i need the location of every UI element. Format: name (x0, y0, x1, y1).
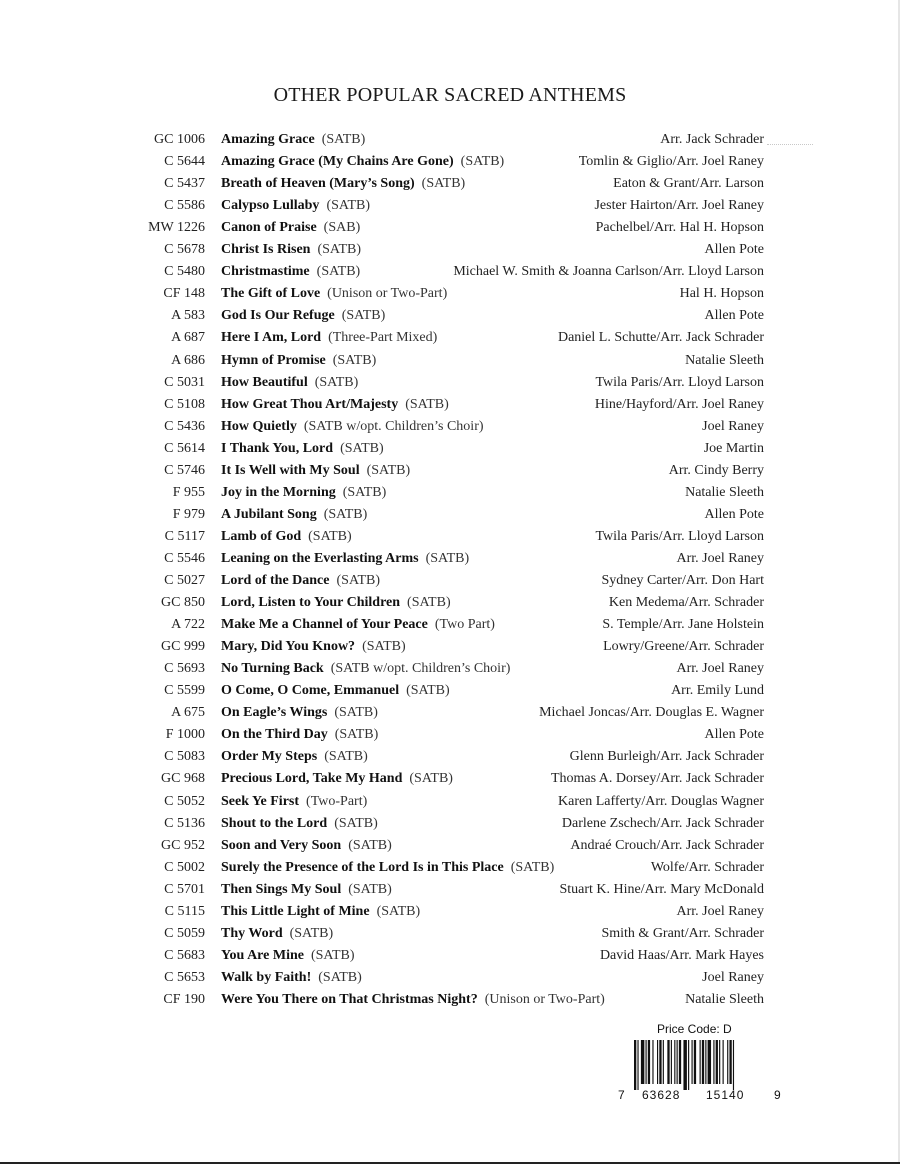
anthem-voicing: (SATB w/opt. Children’s Choir) (330, 661, 511, 677)
anthem-row (0, 901, 900, 923)
barcode-bar (663, 1040, 664, 1084)
anthem-title-group (221, 195, 370, 217)
anthem-row (0, 791, 900, 813)
anthem-title-group (221, 372, 358, 394)
anthem-title-group (221, 548, 469, 570)
anthem-title: Amazing Grace (My Chains Are Gone) (221, 154, 454, 170)
anthem-voicing: (Two-Part) (306, 793, 368, 809)
catalog-code: C 5644 (164, 154, 205, 170)
catalog-code: CF 190 (163, 991, 205, 1007)
catalog-code: GC 999 (161, 639, 205, 655)
barcode-bar (713, 1040, 714, 1084)
composer-arranger: Arr. Cindy Berry (668, 462, 764, 478)
anthem-voicing: (SATB) (321, 132, 366, 147)
composer-arranger: Natalie Sleeth (685, 484, 764, 500)
catalog-code: GC 968 (161, 771, 205, 787)
anthem-row (0, 460, 900, 482)
anthem-voicing: (SATB) (340, 440, 384, 456)
barcode-bars (634, 1040, 770, 1090)
anthem-title: Precious Lord, Take My Hand (221, 771, 403, 787)
anthem-title-group (221, 746, 368, 768)
catalog-code: C 5136 (164, 815, 205, 831)
anthem-title-group (221, 724, 378, 746)
barcode-bar (637, 1040, 638, 1090)
anthem-voicing: (SATB) (314, 374, 359, 390)
barcode-bar (679, 1040, 681, 1084)
anthem-voicing: (SATB) (316, 264, 361, 280)
anthem-title: On the Third Day (221, 727, 328, 743)
anthem-voicing: (SATB) (308, 528, 352, 544)
anthem-title: Christ Is Risen (221, 242, 311, 258)
composer-arranger: Eaton & Grant/Arr. Larson (613, 176, 764, 192)
composer-arranger: Pachelbel/Arr. Hal H. Hopson (595, 220, 764, 236)
anthem-title: Canon of Praise (221, 220, 317, 236)
composer-arranger: Arr. Joel Raney (676, 661, 764, 677)
anthem-voicing: (SATB) (334, 815, 378, 831)
anthem-row (0, 394, 900, 416)
anthem-voicing: (SATB) (326, 198, 370, 214)
anthem-title: You Are Mine (221, 947, 304, 963)
catalog-code: C 5115 (164, 903, 205, 919)
anthem-title-group (221, 261, 360, 283)
composer-arranger: Karen Lafferty/Arr. Douglas Wagner (558, 793, 764, 809)
anthem-row (0, 570, 900, 592)
catalog-code: C 5683 (164, 947, 205, 963)
anthem-title-group (221, 173, 465, 195)
anthem-title-group (221, 592, 451, 614)
anthem-title-group (221, 327, 437, 349)
anthem-row (0, 923, 900, 945)
anthem-title-group (221, 350, 376, 372)
anthem-row (0, 438, 900, 460)
anthem-row (0, 283, 900, 305)
anthem-title-group (221, 967, 362, 989)
anthem-row (0, 879, 900, 901)
anthem-title: This Little Light of Mine (221, 903, 370, 919)
anthem-title: Hymn of Promise (221, 352, 326, 368)
anthem-title: Lord of the Dance (221, 573, 330, 588)
composer-arranger: Hal H. Hopson (679, 286, 764, 302)
anthem-title-group (221, 989, 605, 1011)
anthem-voicing: (Two Part) (434, 617, 495, 633)
composer-arranger: Glenn Burleigh/Arr. Jack Schrader (569, 749, 764, 765)
composer-arranger: Ken Medema/Arr. Schrader (608, 595, 764, 611)
anthem-voicing: (SATB) (407, 595, 451, 611)
composer-arranger: Daniel L. Schutte/Arr. Jack Schrader (557, 330, 764, 346)
anthem-title-group (221, 526, 352, 548)
anthem-voicing: (SATB) (318, 969, 362, 985)
barcode-bar (652, 1040, 653, 1084)
composer-arranger: Smith & Grant/Arr. Schrader (601, 925, 764, 941)
anthem-title: A Jubilant Song (221, 506, 317, 522)
anthem-title: On Eagle’s Wings (221, 705, 328, 721)
anthem-row (0, 372, 900, 394)
anthem-row (0, 327, 900, 349)
composer-arranger: Arr. Joel Raney (676, 550, 764, 566)
anthem-voicing: (SATB) (324, 749, 368, 765)
catalog-code: C 5059 (164, 925, 205, 941)
composer-arranger: Michael W. Smith & Joanna Carlson/Arr. Lloyd Larson (453, 264, 764, 280)
barcode-bar (723, 1040, 724, 1084)
composer-arranger: Lowry/Greene/Arr. Schrader (603, 639, 764, 655)
anthem-row (0, 305, 900, 327)
anthem-voicing: (SATB) (421, 176, 466, 192)
composer-arranger: Andraé Crouch/Arr. Jack Schrader (570, 837, 764, 853)
barcode-bar (674, 1040, 675, 1084)
catalog-code: MW 1226 (148, 220, 205, 236)
barcode-bar (700, 1040, 701, 1084)
anthem-row (0, 129, 900, 151)
anthem-title-group (221, 460, 410, 482)
composer-arranger: Hine/Hayford/Arr. Joel Raney (594, 396, 764, 412)
barcode-leading-digit: 7 (618, 1088, 625, 1102)
barcode-bar (688, 1040, 689, 1090)
catalog-code: A 675 (171, 705, 205, 721)
composer-arranger: Twila Paris/Arr. Lloyd Larson (595, 374, 764, 390)
anthem-row (0, 680, 900, 702)
catalog-code: F 979 (172, 506, 205, 522)
anthem-row (0, 614, 900, 636)
catalog-code: C 5002 (164, 859, 205, 875)
catalog-code: C 5586 (164, 198, 205, 214)
composer-arranger: Stuart K. Hine/Arr. Mary McDonald (559, 881, 764, 897)
anthem-voicing: (SAB) (323, 220, 361, 236)
barcode-bar (648, 1040, 650, 1084)
catalog-code: CF 148 (163, 286, 205, 302)
composer-arranger: Michael Joncas/Arr. Douglas E. Wagner (539, 705, 764, 721)
catalog-code: C 5052 (164, 793, 205, 809)
composer-arranger: Allen Pote (704, 242, 764, 258)
anthem-row (0, 195, 900, 217)
anthem-row (0, 835, 900, 857)
anthem-title-group (221, 416, 484, 438)
catalog-code: A 686 (171, 352, 205, 368)
composer-arranger: S. Temple/Arr. Jane Holstein (602, 617, 764, 633)
barcode (616, 1038, 786, 1104)
anthem-title: Thy Word (221, 925, 283, 941)
anthem-voicing: (SATB) (332, 352, 377, 368)
catalog-code: C 5599 (164, 683, 205, 699)
anthem-title-group (221, 438, 384, 460)
barcode-bar (733, 1040, 734, 1090)
anthem-row (0, 239, 900, 261)
anthem-row (0, 217, 900, 239)
anthem-row (0, 482, 900, 504)
anthem-voicing: (SATB) (348, 881, 392, 897)
anthem-title-group (221, 923, 333, 945)
composer-arranger: Thomas A. Dorsey/Arr. Jack Schrader (550, 771, 764, 787)
barcode-bar (634, 1040, 636, 1090)
catalog-code: A 722 (171, 617, 205, 633)
anthem-title: Christmastime (221, 264, 310, 280)
catalog-code: A 687 (171, 330, 205, 346)
barcode-bar (667, 1040, 669, 1084)
anthem-title: Seek Ye First (221, 793, 300, 809)
anthem-voicing: (SATB) (310, 947, 355, 963)
anthem-title: O Come, O Come, Emmanuel (221, 683, 400, 699)
anthem-row (0, 768, 900, 790)
composer-arranger: Arr. Emily Lund (671, 683, 764, 699)
anthem-voicing: (SATB) (317, 242, 362, 258)
barcode-bar (641, 1040, 644, 1084)
anthem-row (0, 350, 900, 372)
anthem-title-group (221, 680, 450, 702)
anthem-title-group (221, 151, 504, 173)
anthem-row (0, 945, 900, 967)
composer-arranger: Allen Pote (704, 727, 764, 743)
barcode-bar (727, 1040, 728, 1084)
anthem-title-group (221, 768, 453, 790)
anthem-title: Walk by Faith! (221, 969, 312, 985)
catalog-code: C 5678 (164, 242, 205, 258)
composer-arranger: Wolfe/Arr. Schrader (650, 859, 764, 875)
anthem-voicing: (SATB) (348, 837, 392, 853)
catalog-code: F 1000 (165, 727, 205, 743)
anthem-title: No Turning Back (221, 661, 324, 677)
catalog-code: A 583 (171, 308, 205, 324)
barcode-bar (702, 1040, 704, 1084)
catalog-code: C 5693 (164, 661, 205, 677)
composer-arranger: Jester Hairton/Arr. Joel Raney (594, 198, 764, 214)
anthem-title-group (221, 857, 554, 879)
composer-arranger: Joel Raney (702, 969, 764, 985)
barcode-bar (646, 1040, 647, 1084)
anthem-title-group (221, 658, 510, 680)
anthem-title: Order My Steps (221, 749, 318, 765)
anthem-row (0, 702, 900, 724)
catalog-code: GC 952 (161, 837, 205, 853)
catalog-code: C 5437 (164, 176, 205, 192)
anthem-title-group (221, 129, 365, 151)
anthem-title-group (221, 813, 378, 835)
composer-arranger: Natalie Sleeth (685, 352, 764, 368)
composer-arranger: Twila Paris/Arr. Lloyd Larson (595, 528, 764, 544)
anthem-title: Calypso Lullaby (221, 198, 320, 214)
barcode-bar (657, 1040, 658, 1084)
anthem-title: The Gift of Love (221, 286, 321, 302)
barcode-bar (683, 1040, 686, 1090)
anthem-voicing: (SATB) (460, 154, 505, 170)
anthem-title: Shout to the Lord (221, 815, 328, 831)
anthem-title: Then Sings My Soul (221, 881, 342, 897)
anthem-title: I Thank You, Lord (221, 440, 334, 456)
catalog-code: C 5117 (164, 528, 205, 544)
anthem-voicing: (Unison or Two-Part) (484, 991, 605, 1007)
anthem-title-group (221, 283, 447, 305)
catalog-code: C 5653 (164, 969, 205, 985)
anthem-title: Lamb of God (221, 528, 302, 544)
anthem-title-group (221, 901, 420, 923)
anthem-title: Joy in the Morning (221, 484, 336, 500)
catalog-code: C 5108 (164, 396, 205, 412)
anthem-row (0, 416, 900, 438)
anthem-voicing: (SATB) (510, 859, 555, 875)
anthem-title: Soon and Very Soon (221, 837, 342, 853)
anthem-voicing: (SATB) (362, 639, 406, 655)
catalog-code: C 5746 (164, 462, 205, 478)
anthem-row (0, 592, 900, 614)
catalog-code: GC 1006 (154, 132, 205, 147)
anthem-voicing: (SATB) (336, 573, 381, 588)
barcode-bar (677, 1040, 678, 1084)
anthem-title: Were You There on That Christmas Night? (221, 991, 478, 1007)
composer-arranger: Allen Pote (704, 506, 764, 522)
anthem-title-group (221, 394, 449, 416)
anthem-voicing: (SATB) (376, 903, 421, 919)
catalog-code: F 955 (172, 484, 205, 500)
anthem-row (0, 636, 900, 658)
anthem-row (0, 173, 900, 195)
barcode-left-digits: 63628 (642, 1088, 681, 1102)
composer-arranger: Natalie Sleeth (685, 991, 764, 1007)
barcode-bar (705, 1040, 706, 1084)
anthem-title: Leaning on the Everlasting Arms (221, 550, 419, 566)
anthem-voicing: (Unison or Two-Part) (327, 286, 448, 302)
anthem-title: Breath of Heaven (Mary’s Song) (221, 176, 415, 192)
anthem-title: Here I Am, Lord (221, 330, 322, 346)
anthem-voicing: (SATB) (409, 771, 453, 787)
anthem-title-group (221, 879, 392, 901)
anthem-title-group (221, 570, 380, 592)
barcode-bar (692, 1040, 693, 1084)
anthem-row (0, 989, 900, 1011)
anthem-title: God Is Our Refuge (221, 308, 335, 324)
leader-dots (767, 144, 813, 145)
anthem-row (0, 151, 900, 173)
barcode-bar (729, 1040, 731, 1084)
barcode-bar (659, 1040, 661, 1084)
composer-arranger: Allen Pote (704, 308, 764, 324)
anthem-title: How Quietly (221, 418, 297, 434)
anthem-voicing: (SATB) (341, 308, 386, 324)
anthem-title-group (221, 482, 386, 504)
barcode-bar (719, 1040, 720, 1084)
anthem-row (0, 261, 900, 283)
anthem-title: Amazing Grace (221, 132, 315, 147)
catalog-code: C 5083 (164, 749, 205, 765)
price-code: Price Code: D (657, 1022, 732, 1036)
anthem-voicing: (SATB) (425, 550, 470, 566)
catalog-code: C 5701 (164, 881, 205, 897)
anthem-row (0, 658, 900, 680)
catalog-code: C 5546 (164, 550, 205, 566)
anthem-row (0, 724, 900, 746)
anthem-title-group (221, 217, 360, 239)
anthem-voicing: (SATB) (405, 396, 449, 412)
catalog-code: GC 850 (161, 595, 205, 611)
anthem-title-group (221, 239, 361, 261)
anthem-voicing: (SATB) (366, 462, 411, 478)
anthem-title: Surely the Presence of the Lord Is in This Place (221, 859, 504, 875)
page-title: OTHER POPULAR SACRED ANTHEMS (273, 84, 627, 106)
anthem-voicing: (SATB) (342, 484, 387, 500)
catalog-code: C 5027 (164, 573, 205, 588)
composer-arranger: Arr. Jack Schrader (660, 132, 764, 147)
anthem-title: How Great Thou Art/Majesty (221, 396, 399, 412)
anthem-row (0, 967, 900, 989)
anthem-title: Mary, Did You Know? (221, 639, 356, 655)
anthem-row (0, 813, 900, 835)
anthem-voicing: (SATB) (289, 925, 334, 941)
anthem-title-group (221, 945, 355, 967)
anthem-title: How Beautiful (221, 374, 308, 390)
catalog-code: C 5480 (164, 264, 205, 280)
catalog-code: C 5031 (164, 374, 205, 390)
anthem-title-group (221, 614, 495, 636)
composer-arranger: Joel Raney (702, 418, 764, 434)
barcode-check-digit: 9 (774, 1088, 781, 1102)
anthem-voicing: (SATB) (323, 506, 368, 522)
composer-arranger: Joe Martin (703, 440, 764, 456)
anthem-voicing: (SATB) (406, 683, 450, 699)
anthem-title-group (221, 305, 385, 327)
composer-arranger: David Haas/Arr. Mark Hayes (599, 947, 764, 963)
anthem-title: Lord, Listen to Your Children (221, 595, 401, 611)
anthem-title: It Is Well with My Soul (221, 462, 360, 478)
anthem-voicing: (SATB) (334, 705, 378, 721)
anthem-voicing: (Three-Part Mixed) (328, 330, 438, 346)
composer-arranger: Arr. Joel Raney (676, 903, 764, 919)
anthem-title-group (221, 702, 378, 724)
anthem-row (0, 526, 900, 548)
catalog-code: C 5436 (164, 418, 205, 434)
composer-arranger: Darlene Zschech/Arr. Jack Schrader (561, 815, 764, 831)
barcode-bar (671, 1040, 672, 1084)
anthem-title-group (221, 504, 367, 526)
anthem-title: Make Me a Channel of Your Peace (221, 617, 428, 633)
anthem-title-group (221, 636, 406, 658)
barcode-right-digits: 15140 (706, 1088, 745, 1102)
anthem-row (0, 504, 900, 526)
barcode-bar (716, 1040, 718, 1084)
barcode-bar (708, 1040, 711, 1084)
anthem-row (0, 548, 900, 570)
composer-arranger: Tomlin & Giglio/Arr. Joel Raney (578, 154, 764, 170)
composer-arranger: Sydney Carter/Arr. Don Hart (601, 573, 764, 588)
anthem-row (0, 857, 900, 879)
anthem-voicing: (SATB) (334, 727, 379, 743)
barcode-bar (694, 1040, 696, 1084)
anthem-voicing: (SATB w/opt. Children’s Choir) (303, 418, 484, 434)
anthem-row (0, 746, 900, 768)
anthem-title-group (221, 835, 392, 857)
catalog-code: C 5614 (164, 440, 205, 456)
anthem-title-group (221, 791, 367, 813)
